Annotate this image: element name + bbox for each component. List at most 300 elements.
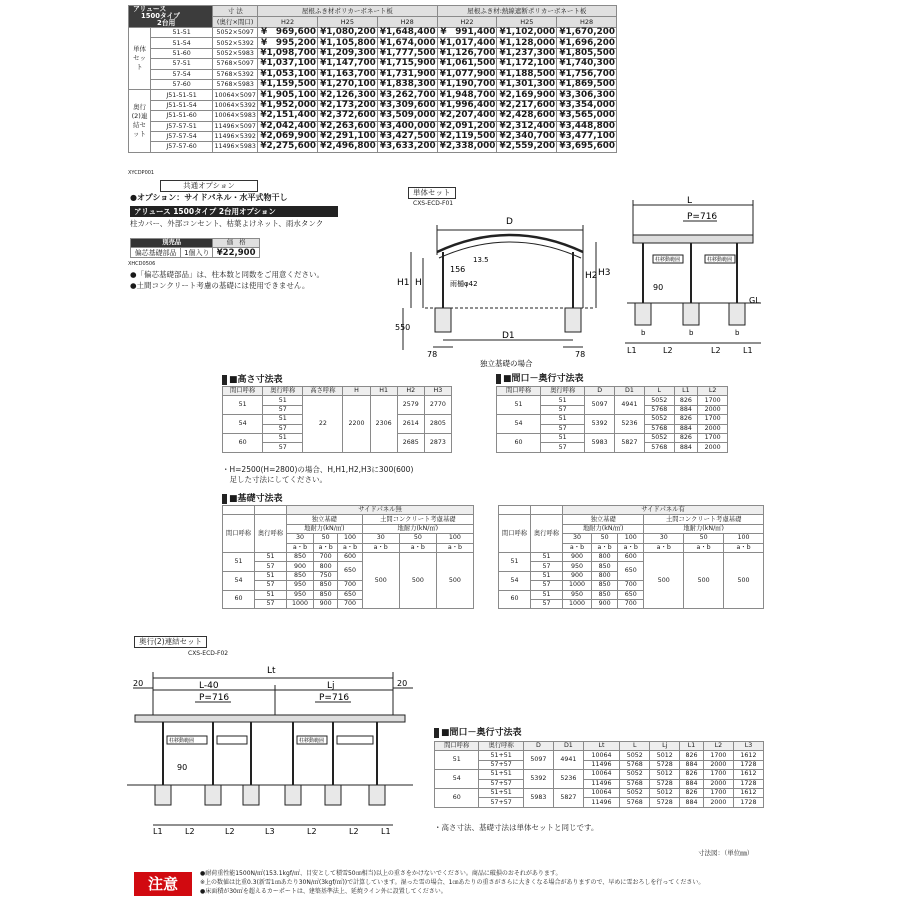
row-price: ¥2,126,300 [317, 90, 377, 100]
found-col: 50 [399, 534, 436, 543]
opening2-val: 1728 [733, 760, 763, 769]
height-H: 2200 [343, 396, 370, 452]
opening-table2 [434, 741, 764, 808]
found-title: サイドパネル有 [563, 506, 764, 515]
found-w: 54 [223, 571, 255, 590]
height-w: 60 [223, 433, 263, 452]
side-L: L [687, 196, 693, 206]
caution-badge: 注意 [134, 872, 192, 896]
found-ab: a・b [684, 543, 724, 552]
opening-val: 2000 [698, 443, 728, 452]
found-val: 850 [314, 581, 338, 590]
found-val: 600 [338, 552, 362, 561]
row-size: 5768×5097 [213, 59, 258, 69]
opening2-header: D [523, 742, 553, 751]
row-price: ¥2,275,600 [258, 142, 318, 152]
found-val: 950 [563, 562, 592, 571]
row-price: ¥3,477,100 [557, 131, 617, 141]
caution-line3: ●床面積が30㎡を超えるカーポートは、建築基準法上、延焼ライン外に設置してください。 [200, 888, 447, 895]
hdr-h22a: H22 [258, 17, 318, 28]
found-d: 57 [255, 562, 287, 571]
side-90: 90 [653, 283, 664, 292]
dim-78b: 78 [575, 350, 586, 359]
found-val: 950 [287, 590, 314, 599]
found-ab: a・b [399, 543, 436, 552]
found-val: 1000 [563, 599, 592, 608]
row-size: 5052×5097 [213, 28, 258, 38]
row-size: 11496×5097 [214, 122, 256, 130]
found-val: 850 [592, 590, 618, 599]
opening2-val: 5012 [650, 751, 680, 760]
group-poly: 屋根ふき材ポリカーボネート板 [258, 6, 437, 17]
row-price: ¥ 969,600 [258, 28, 318, 38]
dim-sub: (奥行×間口) [213, 17, 258, 28]
opening2-val: 826 [680, 770, 704, 779]
opening2-w: 51 [435, 751, 479, 770]
dim-156: 156 [450, 265, 466, 274]
found-bearing: 地耐力(kN/㎡) [563, 524, 644, 533]
row-price: ¥1,301,300 [497, 79, 557, 89]
found-merge: 650 [338, 590, 362, 599]
opening2-val: 1728 [733, 798, 763, 807]
caution-line2: ※上の数値は比重0.3(新雪1㎝あたり30N/㎡(3kgf/㎡))で計算しています。湿った雪の場合、1㎝あたりの重さがさらに大きくなる場合がありますので、早めに雪おろしを行ってください。 [200, 879, 705, 886]
row-price: ¥1,053,100 [258, 69, 318, 79]
found-d: 57 [531, 581, 563, 590]
row-price: ¥3,309,600 [377, 100, 437, 110]
row-price: ¥1,147,700 [317, 59, 377, 69]
row-size: 5768×5983 [213, 79, 258, 89]
row-price: ¥2,151,400 [258, 111, 318, 121]
height-note2: 足した寸法にしてください。 [222, 475, 327, 484]
row-price: ¥2,340,700 [497, 131, 557, 141]
opening-D: 5983 [585, 433, 615, 452]
found-d: 51 [531, 590, 563, 599]
opening2-val: 826 [680, 751, 704, 760]
part-qty: 1個入り [181, 248, 213, 257]
row-code: 57-51 [151, 59, 213, 69]
row-size: 11496×5983 [214, 143, 256, 151]
dbl-90: 90 [177, 763, 188, 772]
single-set-code: CXS-ECD-F01 [413, 200, 454, 207]
row-price: ¥2,119,500 [437, 131, 497, 141]
opening-d: 51 [541, 396, 585, 405]
height-H3: 2805 [424, 415, 451, 434]
side-tag1: 柱移動範囲 [655, 257, 681, 263]
row-price: ¥3,565,000 [557, 111, 617, 121]
side-b3: b [735, 329, 740, 337]
opening-val: 2000 [698, 424, 728, 433]
found-val: 850 [592, 562, 618, 571]
price-row [129, 90, 617, 100]
row-price: ¥1,756,700 [557, 69, 617, 79]
side-L2b: L2 [711, 346, 721, 355]
found-d: 57 [255, 581, 287, 590]
option-line2: 柱カバー、外部コンセント、枯葉よけネット、雨水タンク [130, 219, 324, 228]
height-H3: 2770 [424, 396, 451, 415]
price-footnote: XYCDP001 [128, 170, 155, 176]
found-ab: a・b [362, 543, 399, 552]
opening-val: 884 [674, 443, 698, 452]
opening-D1: 4941 [615, 396, 645, 415]
price-row [129, 38, 617, 48]
opening2-d: 51+51 [479, 770, 523, 779]
row-price: ¥1,270,100 [317, 79, 377, 89]
row-price: ¥1,731,900 [377, 69, 437, 79]
height-H1: 2306 [370, 396, 397, 452]
dim-H: H [415, 278, 422, 288]
foundation-title: ■基礎寸法表 [222, 494, 283, 504]
opening2-val: 2000 [703, 779, 733, 788]
caution-line1: ●耐荷重性能1500N/㎡(153.1kgf/㎡、目安として積雪50㎝相当)以上の重さをかけないでください。商品に破損のおそれがあります。 [200, 870, 562, 877]
price-title [129, 6, 213, 28]
row-price: ¥3,262,700 [377, 90, 437, 100]
found-conc: 500 [399, 552, 436, 608]
found-col-d: 奥行呼称 [255, 515, 287, 553]
price-row [129, 28, 617, 38]
row-price: ¥1,080,200 [317, 28, 377, 38]
common-option-label: 共通オプション [160, 180, 258, 192]
found-val: 900 [563, 552, 592, 561]
found-val: 800 [314, 562, 338, 571]
row-price: ¥2,169,900 [497, 90, 557, 100]
opening2-d: 57+57 [479, 779, 523, 788]
part-code: XHCD0506 [128, 261, 156, 267]
row-code: J57-57-60 [151, 142, 213, 152]
height-H3: 2873 [424, 433, 451, 452]
option-bar: アリュース 1500タイプ 2台用オプション [130, 206, 338, 217]
height-header: H3 [424, 387, 451, 396]
found-title: サイドパネル無 [287, 506, 474, 515]
found-val: 700 [314, 552, 338, 561]
row-price: ¥1,670,200 [557, 28, 617, 38]
opening2-val: 826 [680, 788, 704, 797]
opening2-val: 5768 [620, 760, 650, 769]
found-val: 850 [287, 571, 314, 580]
height-d: 51 [263, 433, 303, 442]
opening-header: D1 [615, 387, 645, 396]
opening2-val: 5012 [650, 770, 680, 779]
row-price: ¥1,674,000 [377, 38, 437, 48]
opening2-val: 1700 [703, 788, 733, 797]
row-price: ¥1,952,000 [258, 100, 318, 110]
hdr-h28b: H28 [557, 17, 617, 28]
single-front-diagram [395, 200, 620, 370]
height-header: H2 [397, 387, 424, 396]
row-price: ¥1,102,000 [497, 28, 557, 38]
row-price: ¥1,996,400 [437, 100, 497, 110]
opening2-header: L1 [680, 742, 704, 751]
row-code: 57-60 [151, 79, 213, 89]
opening2-header: L [620, 742, 650, 751]
found-col: 30 [644, 534, 684, 543]
found-val: 1000 [563, 581, 592, 590]
hdr-h28a: H28 [377, 17, 437, 28]
found-val: 850 [287, 552, 314, 561]
title-line1: アリュース [133, 5, 167, 13]
row-size: 5768×5392 [213, 69, 258, 79]
found-merge: 650 [338, 562, 362, 581]
dbl-b1: L2 [185, 827, 195, 835]
row-price: ¥1,190,700 [437, 79, 497, 89]
price-label: 価 格 [213, 239, 260, 248]
opening-table-title: ■間口－奥行寸法表 [496, 374, 584, 384]
row-price: ¥3,427,500 [377, 131, 437, 141]
row-size: 10064×5392 [214, 101, 256, 109]
opening2-val: 11496 [583, 798, 619, 807]
row-price: ¥2,217,600 [497, 100, 557, 110]
row-code: 51-60 [151, 48, 213, 58]
found-col: 30 [287, 534, 314, 543]
row-price: ¥2,291,100 [317, 131, 377, 141]
found-val: 900 [314, 599, 338, 608]
price-row [129, 111, 617, 121]
found-val: 700 [618, 599, 644, 608]
row-price: ¥2,173,200 [317, 100, 377, 110]
dim-135: 13.5 [473, 256, 489, 264]
opening2-val: 5052 [620, 751, 650, 760]
found-conc: 500 [362, 552, 399, 608]
found-ab: a・b [436, 543, 473, 552]
row-code: 51-54 [151, 38, 213, 48]
sold-label: 別売品 [131, 239, 213, 248]
dbl-b5: L2 [349, 827, 359, 835]
price-row [129, 121, 617, 131]
found-ab: a・b [724, 543, 764, 552]
double-set-code: CXS-ECD-F02 [188, 650, 229, 657]
height-d: 51 [263, 396, 303, 405]
row-price: ¥2,069,900 [258, 131, 318, 141]
height-d: 57 [263, 443, 303, 452]
row-price: ¥1,805,500 [557, 48, 617, 58]
price-row [129, 131, 617, 141]
opening-D: 5392 [585, 415, 615, 434]
price-row [129, 48, 617, 58]
row-price: ¥ 991,400 [437, 28, 497, 38]
row-price: ¥3,306,300 [557, 90, 617, 100]
found-concrete: 土間コンクリート考慮基礎 [362, 515, 473, 524]
opening2-d: 51+51 [479, 751, 523, 760]
side-L1b: L1 [743, 346, 753, 355]
opening-val: 5052 [644, 415, 674, 424]
opening2-val: 5012 [650, 788, 680, 797]
opening2-val: 10064 [583, 751, 619, 760]
row-price: ¥1,105,800 [317, 38, 377, 48]
found-col: 100 [436, 534, 473, 543]
row-size: 10064×5983 [214, 112, 256, 120]
row-size: 5052×5983 [213, 48, 258, 58]
opening2-header: L3 [733, 742, 763, 751]
height-header: 奥行呼称 [263, 387, 303, 396]
found-bearing: 地耐力(kN/㎡) [644, 524, 764, 533]
row-code: 57-54 [151, 69, 213, 79]
row-price: ¥1,163,700 [317, 69, 377, 79]
option-line1: ●オプション：サイドパネル・水平式物干し [130, 193, 288, 202]
dbl-tag1: 柱移動範囲 [169, 738, 195, 744]
found-w: 51 [223, 552, 255, 571]
found-ab: a・b [287, 543, 314, 552]
dbl-b0: L1 [153, 827, 163, 835]
opening2-val: 1612 [733, 788, 763, 797]
opening2-val: 5728 [650, 779, 680, 788]
row-price: ¥1,037,100 [258, 59, 318, 69]
opening-table [496, 386, 728, 453]
row-price: ¥2,338,000 [437, 142, 497, 152]
found-col: 30 [362, 534, 399, 543]
height-H2: 2614 [397, 415, 424, 434]
double-set-label: 奥行(2)連結セット [134, 636, 207, 648]
found-w: 54 [499, 571, 531, 590]
dbl-Lj: Lj [327, 681, 335, 691]
found-ab: a・b [314, 543, 338, 552]
dim-78a: 78 [427, 350, 438, 359]
opening2-header: L2 [703, 742, 733, 751]
dbl-20b: 20 [397, 679, 408, 688]
group-double: 奥行(2)連結セット [129, 90, 151, 152]
found-col-w: 間口呼称 [223, 515, 255, 553]
foundation-table-left [222, 505, 474, 609]
opening-val: 5768 [644, 405, 674, 414]
opening-header: L1 [674, 387, 698, 396]
height-H2: 2685 [397, 433, 424, 452]
hdr-h25b: H25 [497, 17, 557, 28]
found-d: 57 [531, 562, 563, 571]
opening2-val: 5768 [620, 779, 650, 788]
row-price: ¥3,400,000 [377, 121, 437, 131]
gutter-label: 雨樋φ42 [450, 280, 478, 288]
dim-H2: H2 [585, 271, 598, 281]
row-price: ¥1,948,700 [437, 90, 497, 100]
price-row [129, 142, 617, 152]
found-d: 51 [531, 571, 563, 580]
opening2-D1: 5827 [553, 788, 583, 807]
opening2-header: Lt [583, 742, 619, 751]
row-price: ¥1,209,300 [317, 48, 377, 58]
row-price: ¥1,126,700 [437, 48, 497, 58]
found-d: 51 [531, 552, 563, 561]
dbl-tag2: 柱移動範囲 [299, 738, 325, 744]
opening2-val: 1612 [733, 770, 763, 779]
row-price: ¥1,648,400 [377, 28, 437, 38]
row-price: ¥1,740,300 [557, 59, 617, 69]
row-price: ¥1,061,500 [437, 59, 497, 69]
found-w: 60 [499, 590, 531, 609]
opening-d: 57 [541, 443, 585, 452]
height-header: H [343, 387, 370, 396]
dbl-20a: 20 [133, 679, 144, 688]
opening2-val: 884 [680, 779, 704, 788]
found-col: 100 [338, 534, 362, 543]
row-code: J51-51-60 [151, 111, 213, 121]
opening2-val: 884 [680, 760, 704, 769]
opening-val: 5052 [644, 396, 674, 405]
found-ab: a・b [618, 543, 644, 552]
row-code: J57-57-54 [151, 131, 213, 141]
opening2-val: 2000 [703, 798, 733, 807]
height-code: 22 [303, 396, 343, 452]
opening-val: 5768 [644, 424, 674, 433]
row-price: ¥1,128,000 [497, 38, 557, 48]
height-H2: 2579 [397, 396, 424, 415]
opening2-w: 54 [435, 770, 479, 789]
dbl-L40: L-40 [199, 681, 219, 691]
height-table [222, 386, 452, 453]
opening2-d: 51+51 [479, 788, 523, 797]
opening2-val: 10064 [583, 788, 619, 797]
opening-header: 間口呼称 [497, 387, 541, 396]
hdr-h22b: H22 [437, 17, 497, 28]
found-val: 700 [338, 581, 362, 590]
found-merge: 650 [618, 562, 644, 581]
price-table [128, 5, 617, 153]
opening-d: 51 [541, 415, 585, 424]
row-price: ¥2,559,200 [497, 142, 557, 152]
opening2-val: 1612 [733, 751, 763, 760]
row-price: ¥2,263,600 [317, 121, 377, 131]
opening2-header: Lj [650, 742, 680, 751]
opening-val: 5768 [644, 443, 674, 452]
found-merge: 650 [618, 590, 644, 599]
row-code: J57-57-51 [151, 121, 213, 131]
height-header: 高さ呼称 [303, 387, 343, 396]
dbl-b2: L2 [225, 827, 235, 835]
dbl-P1: P=716 [199, 693, 230, 703]
found-col-w: 間口呼称 [499, 515, 531, 553]
opening2-val: 1700 [703, 751, 733, 760]
opening-val: 1700 [698, 396, 728, 405]
height-w: 54 [223, 415, 263, 434]
opening-val: 5052 [644, 433, 674, 442]
found-d: 51 [255, 571, 287, 580]
dim-H1: H1 [397, 278, 410, 288]
row-price: ¥2,091,200 [437, 121, 497, 131]
price-row [129, 59, 617, 69]
opening2-val: 1700 [703, 770, 733, 779]
opening2-val: 5052 [620, 788, 650, 797]
found-val: 850 [314, 590, 338, 599]
row-price: ¥3,695,600 [557, 142, 617, 152]
found-col: 30 [563, 534, 592, 543]
opening-val: 1700 [698, 433, 728, 442]
dbl-b4: L2 [307, 827, 317, 835]
found-bearing: 地耐力(kN/㎡) [362, 524, 473, 533]
opening-val: 826 [674, 433, 698, 442]
found-ab: a・b [644, 543, 684, 552]
side-P: P=716 [687, 212, 718, 222]
opening2-D: 5392 [523, 770, 553, 789]
row-price: ¥1,188,500 [497, 69, 557, 79]
opening-header: L2 [698, 387, 728, 396]
found-bearing: 地耐力(kN/㎡) [287, 524, 363, 533]
found-val: 900 [592, 599, 618, 608]
dim-label: 寸 法 [227, 6, 243, 15]
found-val: 700 [338, 599, 362, 608]
part-table [130, 238, 260, 258]
row-price: ¥1,098,700 [258, 48, 318, 58]
row-price: ¥1,905,100 [258, 90, 318, 100]
found-col: 100 [724, 534, 764, 543]
found-indep: 独立基礎 [563, 515, 644, 524]
price-row [129, 79, 617, 89]
found-val: 950 [563, 590, 592, 599]
opening2-val: 2000 [703, 760, 733, 769]
found-d: 57 [531, 599, 563, 608]
part-name: 偏芯基礎部品 [131, 248, 181, 257]
found-val: 900 [287, 562, 314, 571]
found-val: 800 [592, 552, 618, 561]
opening-header: L [644, 387, 674, 396]
note2: ●土間コンクリート考慮の基礎には使用できません。 [130, 281, 310, 290]
side-tag2: 柱移動範囲 [707, 257, 733, 263]
